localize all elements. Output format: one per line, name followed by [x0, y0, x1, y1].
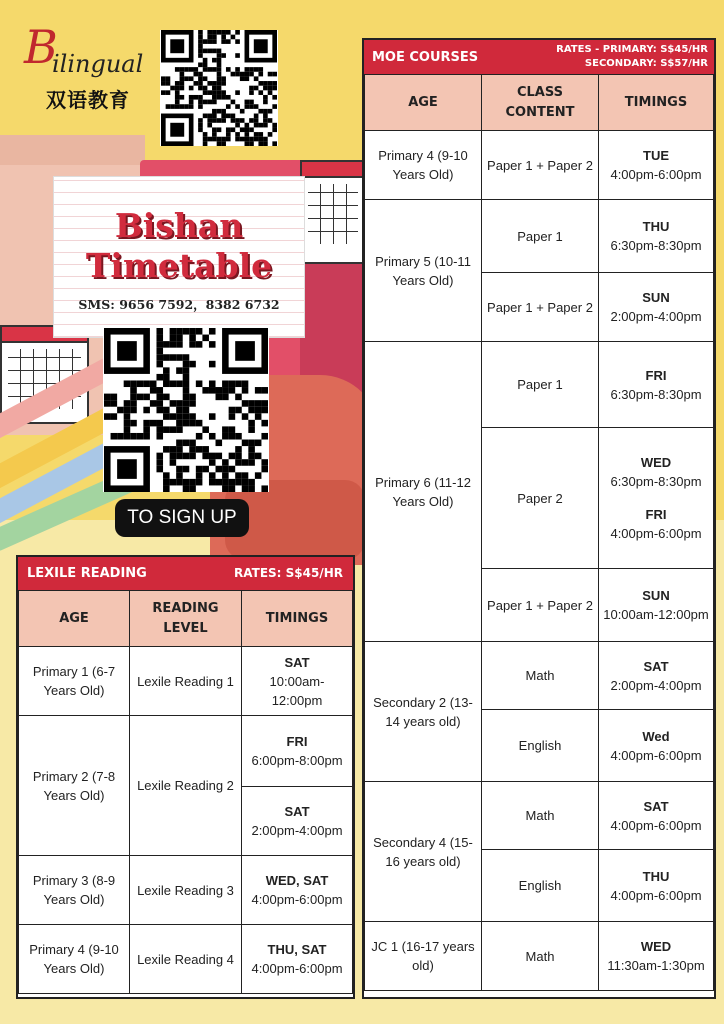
qr-pattern [103, 328, 269, 492]
timing-cell [599, 642, 714, 710]
moe-col-content: CLASS CONTENT [482, 75, 599, 131]
moe-rates-secondary: SECONDARY: S$57/HR [584, 58, 708, 69]
timing-day: WED, SAT [265, 873, 329, 888]
timing-day: FRI [645, 367, 667, 383]
timing-cell [599, 273, 714, 342]
timing-time: 4:00pm-6:00pm [610, 887, 702, 903]
timing-cell [599, 782, 714, 850]
lexile-rates: RATES: S$45/HR [234, 566, 343, 580]
reading-level-cell: Lexile Reading 4 [130, 925, 242, 994]
logo-word: ilingual [52, 50, 144, 78]
table-row [365, 782, 714, 850]
class-content-cell: Math [482, 642, 599, 710]
reading-level-cell: Lexile Reading 3 [130, 856, 242, 925]
moe-rates-primary: RATES - PRIMARY: S$45/HR [556, 44, 708, 55]
timing-day: WED [640, 455, 672, 470]
age-cell: Primary 4 (9-10 Years Old) [19, 925, 130, 994]
moe-table [364, 74, 714, 991]
table-row [19, 647, 353, 716]
signup-label[interactable]: TO SIGN UP [115, 499, 249, 537]
timing-day: FRI [286, 734, 308, 749]
timing-time: 4:00pm-6:00pm [610, 817, 702, 833]
title-notepad [53, 176, 305, 338]
class-content-cell: Paper 1 [482, 200, 599, 273]
timing-time: 2:00pm-4:00pm [610, 309, 702, 324]
calendar-illustration [300, 160, 366, 264]
age-cell: Primary 1 (6-7 Years Old) [19, 647, 130, 716]
timing-day: SUN [642, 588, 670, 603]
class-content-cell: Paper 2 [482, 428, 599, 569]
timing-cell [599, 342, 714, 428]
age-cell: JC 1 (16-17 years old) [365, 922, 482, 991]
timing-time: 4:00pm-6:00pm [610, 747, 702, 763]
timing-cell [242, 716, 353, 787]
class-content-cell: Paper 1 + Paper 2 [482, 131, 599, 200]
timing-day: SAT [643, 798, 669, 814]
qr-code-top [160, 30, 278, 146]
timing-day: THU [642, 868, 670, 884]
table-row [365, 642, 714, 710]
table-row [365, 200, 714, 273]
timing-day: SAT [284, 654, 310, 670]
timing-time: 4:00pm-6:00pm [251, 892, 343, 907]
timing-day: FRI [645, 507, 667, 522]
timing-day: TUE [643, 148, 669, 163]
qr-code-signup[interactable] [103, 328, 269, 492]
timing-cell [599, 428, 714, 569]
lexile-title: LEXILE READING [27, 566, 147, 581]
timing-cell [599, 569, 714, 642]
lexile-col-age: AGE [19, 591, 130, 647]
timing-day: SAT [284, 804, 310, 819]
timing-day: Wed [642, 728, 670, 744]
age-cell: Primary 5 (10-11 Years Old) [365, 200, 482, 342]
poster-title-line2: Timetable [85, 246, 273, 285]
timing-time: 4:00pm-6:00pm [251, 961, 343, 976]
table-row [19, 856, 353, 925]
timing-cell [599, 131, 714, 200]
age-cell: Secondary 4 (15-16 years old) [365, 782, 482, 922]
table-row [365, 342, 714, 428]
moe-title: MOE COURSES [372, 50, 479, 65]
moe-header-bar [364, 40, 714, 74]
timing-time: 6:30pm-8:30pm [610, 238, 702, 253]
timing-time: 2:00pm-4:00pm [610, 677, 702, 693]
age-cell: Primary 4 (9-10 Years Old) [365, 131, 482, 200]
timing-day: THU, SAT [267, 942, 327, 957]
timing-cell [599, 922, 714, 991]
timing-cell [599, 200, 714, 273]
timing-time: 6:30pm-8:30pm [610, 386, 702, 402]
timing-day: WED [640, 939, 672, 954]
timing-day: SUN [642, 290, 670, 305]
reading-level-cell: Lexile Reading 1 [130, 647, 242, 716]
timing-time: 10:00am-12:00pm [269, 673, 325, 708]
timing-cell [242, 647, 353, 716]
lexile-table [18, 590, 353, 994]
age-cell: Primary 2 (7-8 Years Old) [19, 716, 130, 856]
table-row [365, 131, 714, 200]
timing-time: 6:00pm-8:00pm [251, 753, 343, 768]
timing-time: 4:00pm-6:00pm [610, 167, 702, 182]
timing-day: THU [642, 219, 670, 234]
timing-time: 4:00pm-6:00pm [610, 526, 702, 541]
class-content-cell: Math [482, 782, 599, 850]
class-content-cell: English [482, 710, 599, 782]
logo-chinese: 双语教育 [46, 90, 130, 112]
reading-level-cell: Lexile Reading 2 [130, 716, 242, 856]
timing-cell [242, 856, 353, 925]
table-row [19, 716, 353, 787]
sms-contact: SMS: 9656 7592，8382 6732 [78, 297, 280, 312]
lexile-col-timings: TIMINGS [242, 591, 353, 647]
moe-col-timings: TIMINGS [599, 75, 714, 131]
timing-time: 2:00pm-4:00pm [251, 823, 343, 838]
qr-pattern [160, 30, 278, 146]
lexile-reading-panel [16, 555, 355, 999]
timing-cell [242, 787, 353, 856]
background-paper-tab [0, 135, 145, 165]
poster-title-line1: Bishan [114, 206, 244, 245]
class-content-cell: Paper 1 + Paper 2 [482, 569, 599, 642]
age-cell: Secondary 2 (13-14 years old) [365, 642, 482, 782]
table-row [19, 925, 353, 994]
moe-col-age: AGE [365, 75, 482, 131]
timing-cell [242, 925, 353, 994]
timing-day: SAT [643, 658, 669, 674]
class-content-cell: Math [482, 922, 599, 991]
class-content-cell: Paper 1 + Paper 2 [482, 273, 599, 342]
table-row [365, 922, 714, 991]
logo-letter: B [24, 20, 58, 74]
age-cell: Primary 6 (11-12 Years Old) [365, 342, 482, 642]
timing-cell [599, 710, 714, 782]
timing-cell [599, 850, 714, 922]
timing-time: 6:30pm-8:30pm [610, 474, 702, 489]
class-content-cell: Paper 1 [482, 342, 599, 428]
lexile-header-bar [18, 557, 353, 590]
age-cell: Primary 3 (8-9 Years Old) [19, 856, 130, 925]
moe-courses-panel [362, 38, 716, 999]
timing-time: 11:30am-1:30pm [607, 958, 705, 973]
lexile-col-level: READING LEVEL [130, 591, 242, 647]
class-content-cell: English [482, 850, 599, 922]
timing-time: 10:00am-12:00pm [603, 607, 709, 622]
